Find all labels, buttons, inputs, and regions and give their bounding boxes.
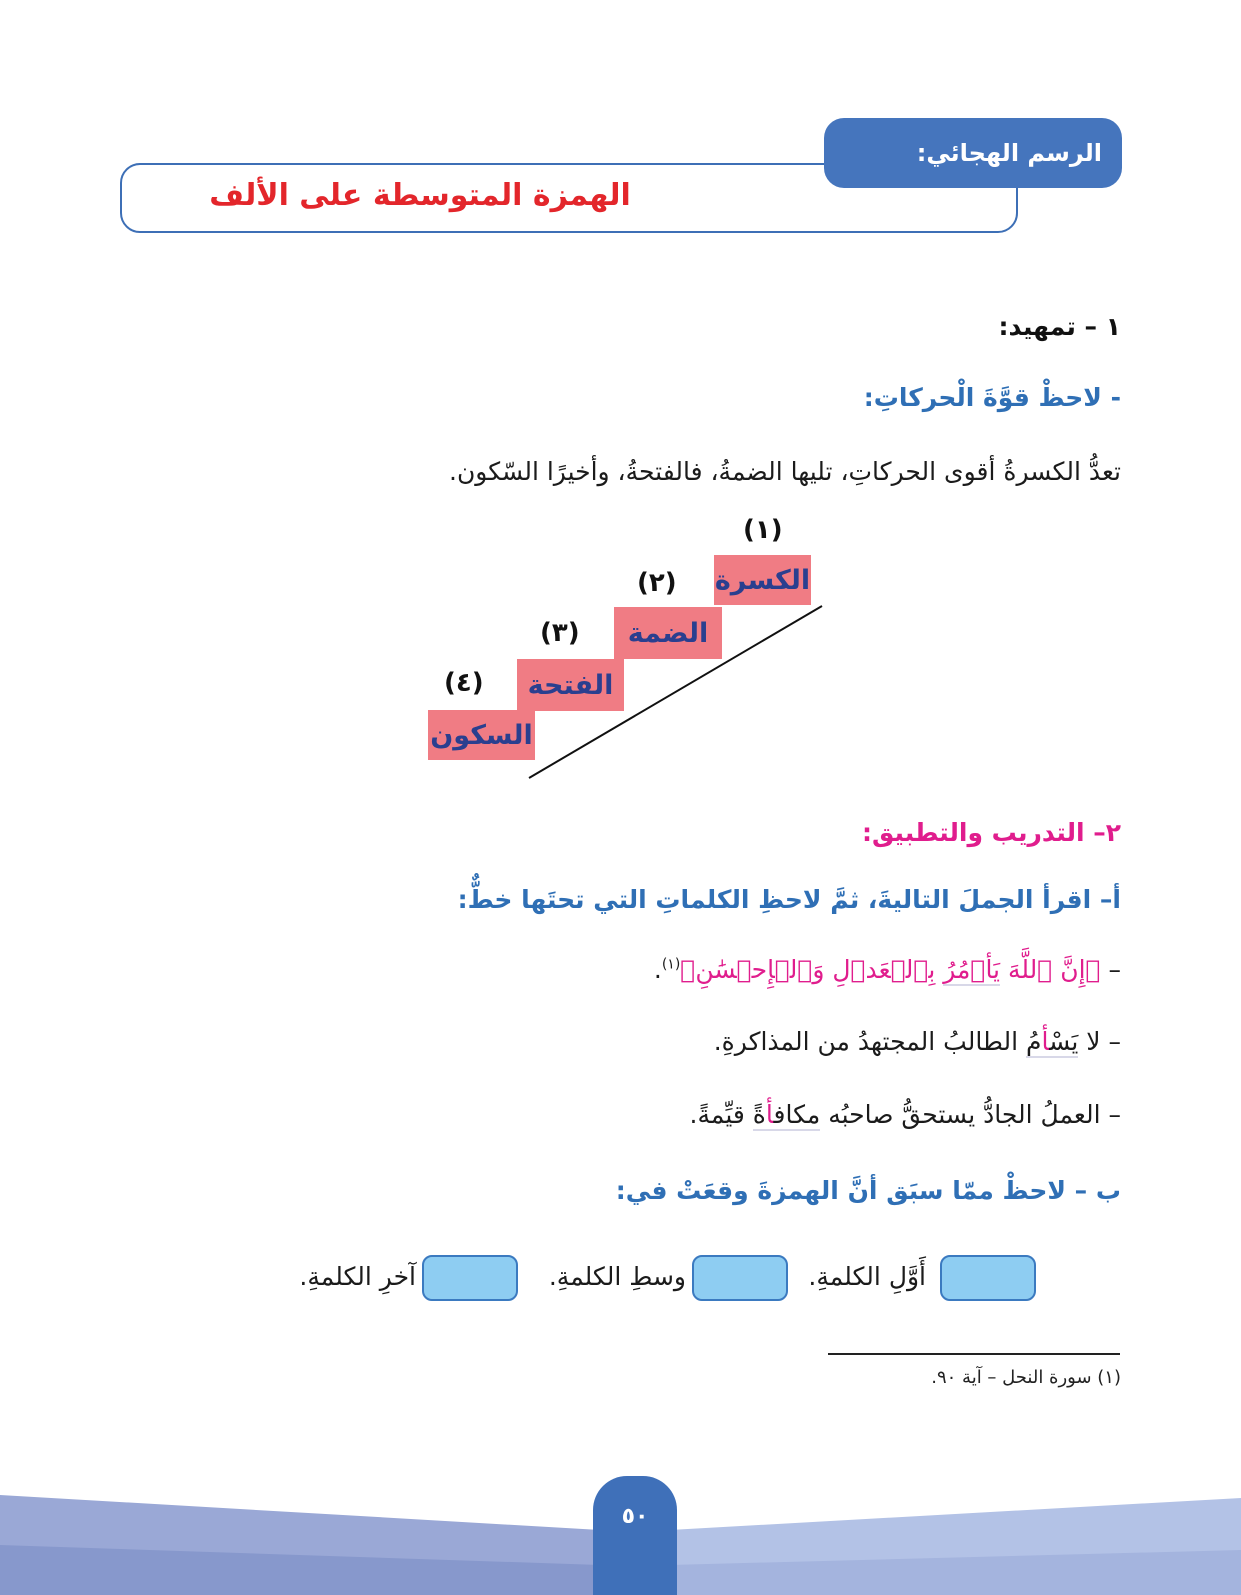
sentence-2 bbox=[714, 1027, 1121, 1056]
answer-box-middle[interactable] bbox=[692, 1255, 788, 1301]
answer-box-beginning[interactable] bbox=[940, 1255, 1036, 1301]
sentence-2-underlined-word bbox=[1026, 1027, 1078, 1058]
section-tab bbox=[824, 118, 1122, 188]
step-damma: الضمة bbox=[614, 607, 722, 659]
quran-close-bracket: ﴾ bbox=[680, 955, 696, 984]
step-number-1: (١) bbox=[743, 515, 783, 545]
practice-heading: ٢– التدريب والتطبيق: bbox=[861, 818, 1121, 847]
answer-box-end[interactable] bbox=[422, 1255, 518, 1301]
step-kasra: الكسرة bbox=[714, 555, 811, 605]
sentence-3-start: – العملُ الجادُّ يستحقُّ صاحبُه bbox=[820, 1100, 1121, 1129]
step-number-3: (٣) bbox=[540, 618, 580, 648]
position-middle: وسطِ الكلمةِ. bbox=[548, 1262, 686, 1291]
sentence-2-rest: الطالبُ المجتهدُ من المذاكرةِ. bbox=[713, 1027, 1026, 1056]
footnote-ref: (١) bbox=[661, 956, 681, 973]
sentence-1-word-3: بِٱلۡعَدۡلِ وَٱلۡإِحۡسَٰنِ bbox=[695, 955, 936, 984]
sentence-1-underlined-word: يَأۡمُرُ bbox=[943, 955, 1001, 984]
instruction-b: ب – لاحظْ ممّا سبَق أنَّ الهمزةَ وقعَتْ في: bbox=[615, 1176, 1121, 1205]
stairs-diagram bbox=[400, 505, 840, 795]
position-beginning: أَوَّلِ الكلمةِ. bbox=[808, 1262, 926, 1291]
intro-paragraph: تعدُّ الكسرةُ أقوى الحركاتِ، تليها الضمةُ، فالفتحةُ، وأخيرًا السّكون. bbox=[449, 457, 1121, 486]
sentence-2-start: – لا bbox=[1078, 1027, 1121, 1056]
lesson-title: الهمزة المتوسطة على الألف bbox=[209, 178, 631, 213]
sentence-3-hamza: أ bbox=[765, 1100, 774, 1129]
position-end: آخرِ الكلمةِ. bbox=[299, 1262, 416, 1291]
sentence-1-word-1: إِنَّ ٱللَّهَ bbox=[1007, 955, 1086, 984]
sentence-3-underlined-word bbox=[753, 1100, 821, 1131]
footnote: (١) سورة النحل – آية ٩٠. bbox=[931, 1367, 1121, 1388]
footnote-divider bbox=[828, 1353, 1120, 1355]
page-number: ٥٠ bbox=[593, 1476, 677, 1595]
intro-subheading: - لاحظْ قوَّةَ الْحركاتِ: bbox=[863, 383, 1121, 412]
step-number-2: (٢) bbox=[637, 568, 677, 598]
sentence-2-hamza: أ bbox=[1041, 1027, 1050, 1056]
sentence-2-word-part: يَسْ bbox=[1049, 1027, 1079, 1056]
sentence-3 bbox=[690, 1100, 1121, 1129]
sentence-2-word-part: مُ bbox=[1025, 1027, 1042, 1056]
instruction-a: أ– اقرأ الجملَ التاليةَ، ثمَّ لاحظِ الكلماتِ التي تحتَها خطٌّ: bbox=[457, 885, 1121, 914]
quran-open-bracket: ﴿ bbox=[1085, 955, 1101, 984]
step-sukun: السكون bbox=[428, 710, 535, 760]
sentence-1 bbox=[654, 955, 1121, 984]
intro-heading: ١ – تمهيد: bbox=[998, 312, 1121, 341]
sentence-3-word-part: مكاف bbox=[773, 1100, 821, 1129]
section-tab-label: الرسم الهجائي: bbox=[916, 139, 1102, 167]
sentence-3-word-part: ةً bbox=[752, 1100, 766, 1129]
sentence-1-dash: – bbox=[1108, 955, 1121, 984]
sentence-3-rest: قيِّمةً. bbox=[689, 1100, 753, 1129]
sentence-1-period: . bbox=[653, 955, 662, 984]
step-number-4: (٤) bbox=[444, 668, 484, 698]
step-fatha: الفتحة bbox=[517, 659, 624, 711]
